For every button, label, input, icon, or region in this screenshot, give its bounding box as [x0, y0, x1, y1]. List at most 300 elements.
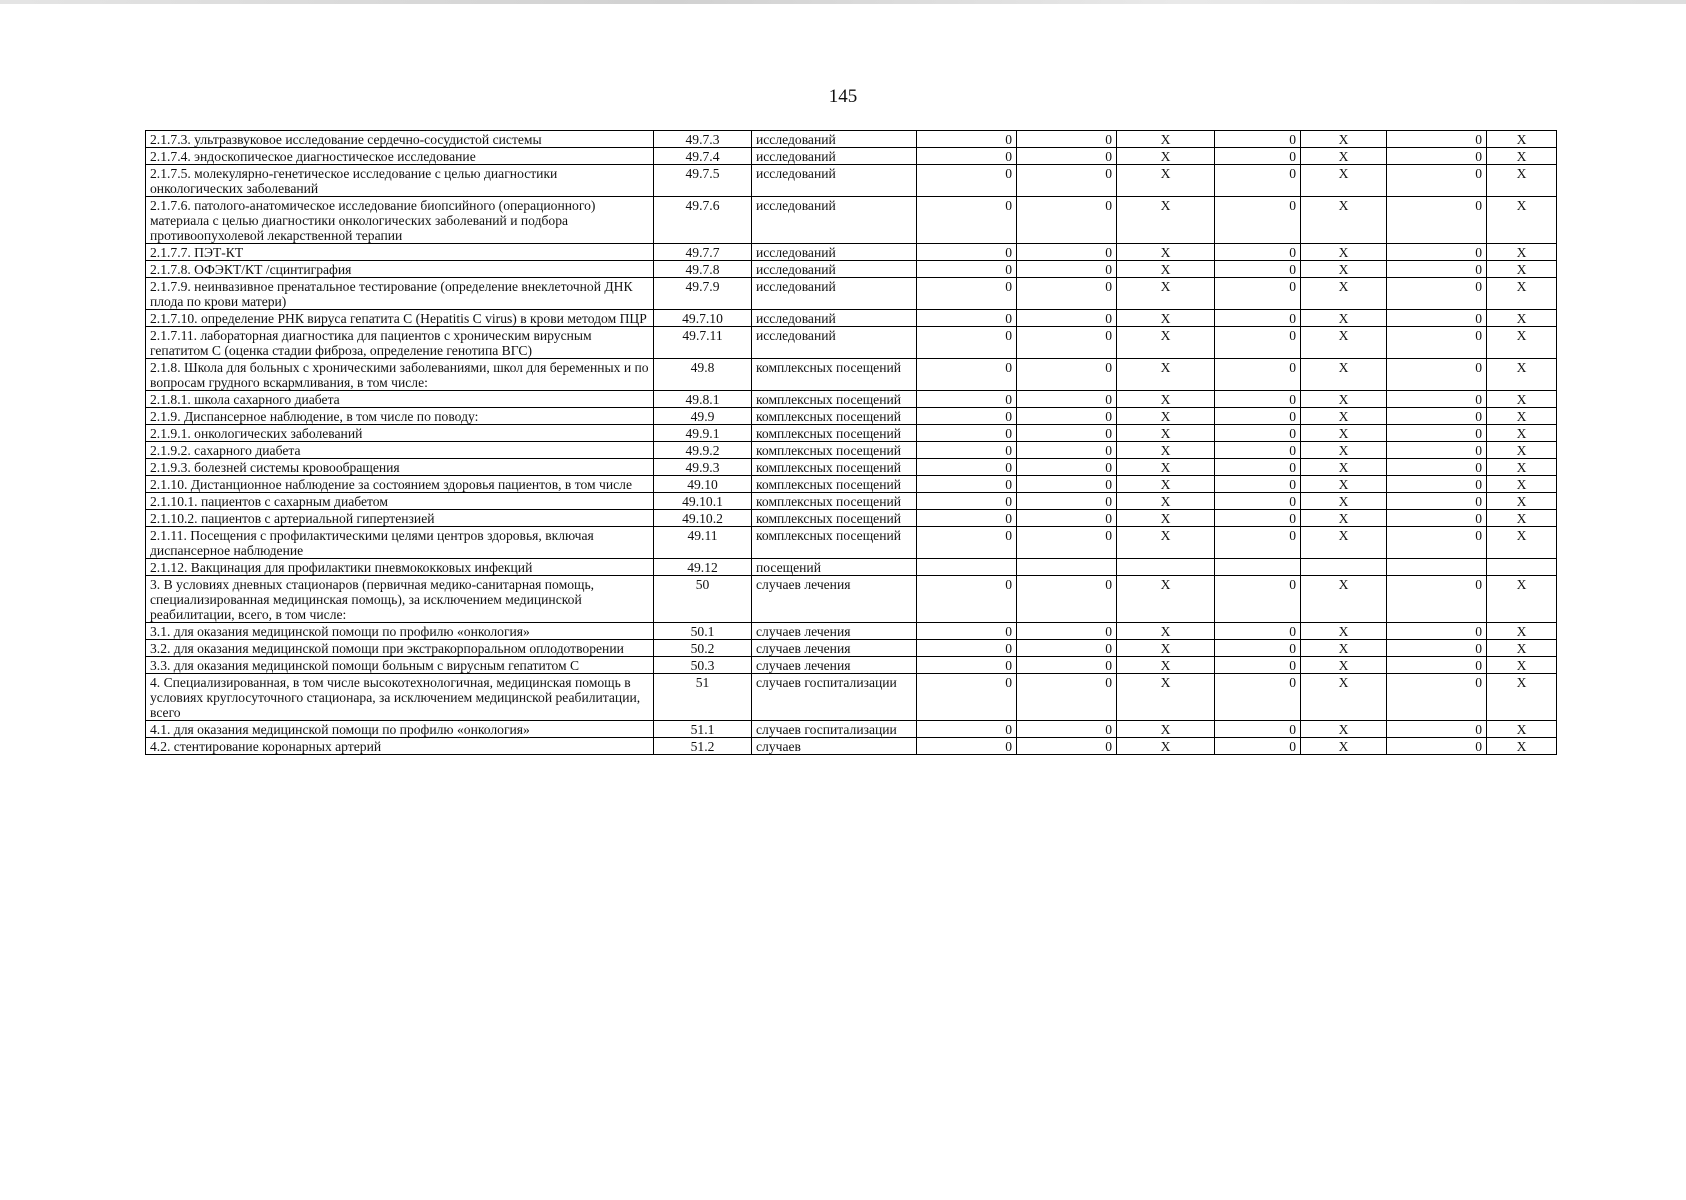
row-value-7-cell: X [1487, 640, 1557, 657]
row-value-3-cell: X [1117, 657, 1215, 674]
row-value-7-cell: X [1487, 510, 1557, 527]
row-value-5-cell: X [1301, 721, 1387, 738]
row-code-cell: 50.1 [654, 623, 752, 640]
row-value-5-cell: X [1301, 640, 1387, 657]
row-value-3-cell: X [1117, 425, 1215, 442]
row-value-6-cell: 0 [1387, 165, 1487, 197]
row-value-2-cell: 0 [1017, 197, 1117, 244]
row-value-1-cell: 0 [917, 738, 1017, 755]
row-value-6-cell: 0 [1387, 476, 1487, 493]
row-value-6-cell: 0 [1387, 408, 1487, 425]
row-unit-cell: случаев госпитализации [752, 721, 917, 738]
table-row [146, 244, 1557, 261]
row-value-4-cell: 0 [1215, 738, 1301, 755]
row-value-2-cell: 0 [1017, 261, 1117, 278]
row-name-cell: 2.1.11. Посещения с профилактическими целями центров здоровья, включая диспансерное наблюдение [146, 527, 654, 559]
row-value-3-cell: X [1117, 310, 1215, 327]
table-row [146, 425, 1557, 442]
row-value-1-cell: 0 [917, 391, 1017, 408]
row-value-5-cell: X [1301, 510, 1387, 527]
row-name-cell: 2.1.9. Диспансерное наблюдение, в том числе по поводу: [146, 408, 654, 425]
row-code-cell: 49.7.4 [654, 148, 752, 165]
row-value-7-cell: X [1487, 165, 1557, 197]
row-unit-cell: исследований [752, 244, 917, 261]
row-value-3-cell: X [1117, 576, 1215, 623]
row-value-2-cell: 0 [1017, 738, 1117, 755]
row-value-6-cell: 0 [1387, 425, 1487, 442]
row-value-6-cell: 0 [1387, 674, 1487, 721]
row-name-cell: 2.1.7.6. патолого-анатомическое исследование биопсийного (операционного) материала с целью диагностики онкологических заболеваний и подбора противоопухолевой лекарственной терапии [146, 197, 654, 244]
row-name-cell: 2.1.7.5. молекулярно-генетическое исследование с целью диагностики онкологических заболеваний [146, 165, 654, 197]
row-code-cell: 50.2 [654, 640, 752, 657]
row-value-7-cell: X [1487, 738, 1557, 755]
row-name-cell: 3.2. для оказания медицинской помощи при экстракорпоральном оплодотворении [146, 640, 654, 657]
row-name-cell: 2.1.10.2. пациентов с артериальной гипертензией [146, 510, 654, 527]
row-value-4-cell: 0 [1215, 493, 1301, 510]
row-unit-cell: случаев лечения [752, 623, 917, 640]
row-value-1-cell: 0 [917, 576, 1017, 623]
table-row [146, 327, 1557, 359]
row-value-2-cell: 0 [1017, 657, 1117, 674]
row-value-4-cell: 0 [1215, 576, 1301, 623]
row-value-1-cell: 0 [917, 442, 1017, 459]
row-value-6-cell: 0 [1387, 459, 1487, 476]
row-value-1-cell: 0 [917, 640, 1017, 657]
row-unit-cell: комплексных посещений [752, 391, 917, 408]
row-code-cell: 49.9.2 [654, 442, 752, 459]
row-value-6-cell: 0 [1387, 131, 1487, 148]
row-value-1-cell: 0 [917, 493, 1017, 510]
row-unit-cell: комплексных посещений [752, 359, 917, 391]
table-row [146, 559, 1557, 576]
row-value-1-cell: 0 [917, 623, 1017, 640]
row-value-5-cell: X [1301, 738, 1387, 755]
row-value-7-cell: X [1487, 244, 1557, 261]
row-unit-cell: комплексных посещений [752, 459, 917, 476]
row-value-7-cell: X [1487, 476, 1557, 493]
row-value-6-cell: 0 [1387, 738, 1487, 755]
row-value-5-cell [1301, 559, 1387, 576]
row-value-6-cell: 0 [1387, 493, 1487, 510]
row-value-1-cell: 0 [917, 148, 1017, 165]
row-code-cell: 49.7.9 [654, 278, 752, 310]
row-value-6-cell: 0 [1387, 391, 1487, 408]
row-value-4-cell: 0 [1215, 148, 1301, 165]
row-value-4-cell [1215, 559, 1301, 576]
row-value-4-cell: 0 [1215, 657, 1301, 674]
row-name-cell: 3. В условиях дневных стационаров (первичная медико-санитарная помощь, специализированная медицинская помощь), за исключением медицинской реабилитации, всего, в том числе: [146, 576, 654, 623]
row-name-cell: 2.1.7.7. ПЭТ-КТ [146, 244, 654, 261]
table-row [146, 657, 1557, 674]
row-value-2-cell: 0 [1017, 640, 1117, 657]
row-value-2-cell: 0 [1017, 442, 1117, 459]
table-row [146, 493, 1557, 510]
row-value-7-cell: X [1487, 442, 1557, 459]
row-unit-cell: случаев лечения [752, 576, 917, 623]
row-value-5-cell: X [1301, 327, 1387, 359]
scan-edge [0, 0, 1686, 4]
row-value-5-cell: X [1301, 493, 1387, 510]
row-value-1-cell [917, 559, 1017, 576]
row-value-5-cell: X [1301, 359, 1387, 391]
row-name-cell: 2.1.9.3. болезней системы кровообращения [146, 459, 654, 476]
row-value-7-cell: X [1487, 261, 1557, 278]
row-value-5-cell: X [1301, 244, 1387, 261]
row-code-cell: 49.7.7 [654, 244, 752, 261]
table-row [146, 738, 1557, 755]
row-unit-cell: посещений [752, 559, 917, 576]
row-value-4-cell: 0 [1215, 131, 1301, 148]
row-value-5-cell: X [1301, 442, 1387, 459]
row-unit-cell: комплексных посещений [752, 510, 917, 527]
row-value-4-cell: 0 [1215, 165, 1301, 197]
row-unit-cell: исследований [752, 148, 917, 165]
row-value-6-cell: 0 [1387, 721, 1487, 738]
table-row [146, 359, 1557, 391]
data-table [145, 130, 1557, 755]
row-value-6-cell: 0 [1387, 261, 1487, 278]
row-value-7-cell: X [1487, 576, 1557, 623]
table-row [146, 623, 1557, 640]
row-value-2-cell: 0 [1017, 278, 1117, 310]
row-code-cell: 50 [654, 576, 752, 623]
row-code-cell: 49.7.5 [654, 165, 752, 197]
row-value-3-cell: X [1117, 165, 1215, 197]
row-value-4-cell: 0 [1215, 623, 1301, 640]
row-value-1-cell: 0 [917, 459, 1017, 476]
row-value-5-cell: X [1301, 408, 1387, 425]
row-value-2-cell: 0 [1017, 576, 1117, 623]
row-value-5-cell: X [1301, 148, 1387, 165]
row-unit-cell: комплексных посещений [752, 493, 917, 510]
row-value-6-cell: 0 [1387, 623, 1487, 640]
row-name-cell: 2.1.7.9. неинвазивное пренатальное тестирование (определение внеклеточной ДНК плода по крови матери) [146, 278, 654, 310]
row-code-cell: 49.7.3 [654, 131, 752, 148]
row-name-cell: 2.1.12. Вакцинация для профилактики пневмококковых инфекций [146, 559, 654, 576]
row-code-cell: 49.10.1 [654, 493, 752, 510]
row-value-7-cell: X [1487, 310, 1557, 327]
row-code-cell: 49.9 [654, 408, 752, 425]
row-value-7-cell: X [1487, 391, 1557, 408]
row-value-2-cell: 0 [1017, 527, 1117, 559]
table-row [146, 721, 1557, 738]
row-code-cell: 49.12 [654, 559, 752, 576]
row-code-cell: 50.3 [654, 657, 752, 674]
row-name-cell: 2.1.7.10. определение РНК вируса гепатита С (Hepatitis C virus) в крови методом ПЦР [146, 310, 654, 327]
row-value-4-cell: 0 [1215, 278, 1301, 310]
table-row [146, 261, 1557, 278]
row-value-5-cell: X [1301, 391, 1387, 408]
row-value-2-cell: 0 [1017, 476, 1117, 493]
row-value-2-cell: 0 [1017, 425, 1117, 442]
row-unit-cell: случаев [752, 738, 917, 755]
row-value-5-cell: X [1301, 476, 1387, 493]
row-value-5-cell: X [1301, 623, 1387, 640]
row-value-7-cell: X [1487, 278, 1557, 310]
row-name-cell: 4. Специализированная, в том числе высокотехнологичная, медицинская помощь в условиях круглосуточного стационара, за исключением медицинской реабилитации, всего [146, 674, 654, 721]
row-value-4-cell: 0 [1215, 359, 1301, 391]
row-value-3-cell: X [1117, 510, 1215, 527]
row-name-cell: 2.1.9.1. онкологических заболеваний [146, 425, 654, 442]
row-code-cell: 49.11 [654, 527, 752, 559]
row-value-1-cell: 0 [917, 408, 1017, 425]
row-value-6-cell [1387, 559, 1487, 576]
row-value-1-cell: 0 [917, 131, 1017, 148]
row-value-5-cell: X [1301, 425, 1387, 442]
row-value-7-cell: X [1487, 359, 1557, 391]
row-name-cell: 2.1.7.11. лабораторная диагностика для пациентов с хроническим вирусным гепатитом С (оценка стадии фиброза, определение генотипа ВГС) [146, 327, 654, 359]
row-code-cell: 49.10 [654, 476, 752, 493]
row-value-4-cell: 0 [1215, 197, 1301, 244]
row-value-2-cell: 0 [1017, 493, 1117, 510]
row-value-2-cell: 0 [1017, 391, 1117, 408]
row-unit-cell: случаев лечения [752, 640, 917, 657]
row-value-6-cell: 0 [1387, 527, 1487, 559]
row-value-3-cell: X [1117, 244, 1215, 261]
table-row [146, 408, 1557, 425]
row-value-5-cell: X [1301, 674, 1387, 721]
table-row [146, 165, 1557, 197]
table-row [146, 278, 1557, 310]
row-unit-cell: случаев лечения [752, 657, 917, 674]
row-value-6-cell: 0 [1387, 148, 1487, 165]
row-value-5-cell: X [1301, 278, 1387, 310]
row-value-3-cell: X [1117, 327, 1215, 359]
row-code-cell: 51.2 [654, 738, 752, 755]
table-row [146, 576, 1557, 623]
row-value-4-cell: 0 [1215, 425, 1301, 442]
row-value-3-cell: X [1117, 131, 1215, 148]
row-value-4-cell: 0 [1215, 244, 1301, 261]
row-value-5-cell: X [1301, 131, 1387, 148]
row-value-2-cell [1017, 559, 1117, 576]
row-value-2-cell: 0 [1017, 165, 1117, 197]
row-unit-cell: комплексных посещений [752, 442, 917, 459]
row-code-cell: 49.7.10 [654, 310, 752, 327]
row-value-1-cell: 0 [917, 310, 1017, 327]
row-name-cell: 4.1. для оказания медицинской помощи по профилю «онкология» [146, 721, 654, 738]
row-unit-cell: исследований [752, 310, 917, 327]
table-row [146, 640, 1557, 657]
row-unit-cell: комплексных посещений [752, 476, 917, 493]
row-value-6-cell: 0 [1387, 442, 1487, 459]
row-code-cell: 49.8 [654, 359, 752, 391]
row-value-4-cell: 0 [1215, 674, 1301, 721]
row-unit-cell: исследований [752, 261, 917, 278]
row-value-1-cell: 0 [917, 657, 1017, 674]
row-value-2-cell: 0 [1017, 623, 1117, 640]
row-value-7-cell: X [1487, 459, 1557, 476]
row-value-1-cell: 0 [917, 261, 1017, 278]
row-unit-cell: комплексных посещений [752, 408, 917, 425]
row-value-3-cell: X [1117, 623, 1215, 640]
row-value-3-cell: X [1117, 359, 1215, 391]
row-value-2-cell: 0 [1017, 359, 1117, 391]
row-value-6-cell: 0 [1387, 327, 1487, 359]
row-value-3-cell: X [1117, 493, 1215, 510]
row-value-5-cell: X [1301, 527, 1387, 559]
row-value-3-cell: X [1117, 391, 1215, 408]
table-row [146, 310, 1557, 327]
row-name-cell: 3.1. для оказания медицинской помощи по профилю «онкология» [146, 623, 654, 640]
row-unit-cell: комплексных посещений [752, 425, 917, 442]
row-value-1-cell: 0 [917, 278, 1017, 310]
row-value-4-cell: 0 [1215, 391, 1301, 408]
row-name-cell: 2.1.8.1. школа сахарного диабета [146, 391, 654, 408]
row-value-3-cell: X [1117, 261, 1215, 278]
row-unit-cell: исследований [752, 165, 917, 197]
row-code-cell: 49.9.1 [654, 425, 752, 442]
row-name-cell: 2.1.10.1. пациентов с сахарным диабетом [146, 493, 654, 510]
row-value-5-cell: X [1301, 197, 1387, 244]
row-value-6-cell: 0 [1387, 359, 1487, 391]
row-code-cell: 51.1 [654, 721, 752, 738]
row-value-1-cell: 0 [917, 327, 1017, 359]
row-name-cell: 3.3. для оказания медицинской помощи больным с вирусным гепатитом С [146, 657, 654, 674]
row-value-2-cell: 0 [1017, 459, 1117, 476]
row-value-3-cell [1117, 559, 1215, 576]
row-value-2-cell: 0 [1017, 721, 1117, 738]
row-value-6-cell: 0 [1387, 197, 1487, 244]
row-value-5-cell: X [1301, 261, 1387, 278]
row-value-1-cell: 0 [917, 359, 1017, 391]
page-number: 145 [828, 86, 858, 107]
row-name-cell: 4.2. стентирование коронарных артерий [146, 738, 654, 755]
row-value-3-cell: X [1117, 278, 1215, 310]
row-unit-cell: случаев госпитализации [752, 674, 917, 721]
row-value-6-cell: 0 [1387, 657, 1487, 674]
row-value-1-cell: 0 [917, 165, 1017, 197]
row-value-7-cell: X [1487, 527, 1557, 559]
table-row [146, 442, 1557, 459]
row-value-4-cell: 0 [1215, 640, 1301, 657]
row-value-3-cell: X [1117, 738, 1215, 755]
row-value-1-cell: 0 [917, 476, 1017, 493]
row-value-5-cell: X [1301, 576, 1387, 623]
row-value-3-cell: X [1117, 640, 1215, 657]
table-row [146, 674, 1557, 721]
row-code-cell: 49.7.11 [654, 327, 752, 359]
row-value-7-cell: X [1487, 408, 1557, 425]
row-value-5-cell: X [1301, 459, 1387, 476]
row-value-4-cell: 0 [1215, 527, 1301, 559]
row-name-cell: 2.1.10. Дистанционное наблюдение за состоянием здоровья пациентов, в том числе [146, 476, 654, 493]
row-value-6-cell: 0 [1387, 310, 1487, 327]
table-row [146, 459, 1557, 476]
row-value-4-cell: 0 [1215, 442, 1301, 459]
row-value-4-cell: 0 [1215, 310, 1301, 327]
table-row [146, 476, 1557, 493]
row-value-7-cell: X [1487, 493, 1557, 510]
row-value-1-cell: 0 [917, 510, 1017, 527]
row-name-cell: 2.1.7.8. ОФЭКТ/КТ /сцинтиграфия [146, 261, 654, 278]
row-value-3-cell: X [1117, 459, 1215, 476]
row-name-cell: 2.1.8. Школа для больных с хроническими заболеваниями, школ для беременных и по вопросам грудного вскармливания, в том числе: [146, 359, 654, 391]
row-unit-cell: исследований [752, 278, 917, 310]
row-name-cell: 2.1.9.2. сахарного диабета [146, 442, 654, 459]
row-value-2-cell: 0 [1017, 148, 1117, 165]
row-value-1-cell: 0 [917, 674, 1017, 721]
row-value-1-cell: 0 [917, 721, 1017, 738]
row-value-2-cell: 0 [1017, 310, 1117, 327]
row-value-7-cell: X [1487, 148, 1557, 165]
row-unit-cell: комплексных посещений [752, 527, 917, 559]
row-value-7-cell [1487, 559, 1557, 576]
row-value-4-cell: 0 [1215, 721, 1301, 738]
row-code-cell: 49.7.8 [654, 261, 752, 278]
row-value-6-cell: 0 [1387, 278, 1487, 310]
row-value-1-cell: 0 [917, 425, 1017, 442]
row-value-3-cell: X [1117, 148, 1215, 165]
row-value-4-cell: 0 [1215, 408, 1301, 425]
row-value-3-cell: X [1117, 527, 1215, 559]
row-value-1-cell: 0 [917, 197, 1017, 244]
row-value-3-cell: X [1117, 674, 1215, 721]
row-value-5-cell: X [1301, 310, 1387, 327]
row-name-cell: 2.1.7.3. ультразвуковое исследование сердечно-сосудистой системы [146, 131, 654, 148]
row-value-4-cell: 0 [1215, 510, 1301, 527]
row-value-4-cell: 0 [1215, 261, 1301, 278]
row-value-2-cell: 0 [1017, 244, 1117, 261]
row-value-6-cell: 0 [1387, 576, 1487, 623]
row-code-cell: 51 [654, 674, 752, 721]
row-value-7-cell: X [1487, 197, 1557, 244]
table-row [146, 391, 1557, 408]
row-value-4-cell: 0 [1215, 459, 1301, 476]
row-value-6-cell: 0 [1387, 244, 1487, 261]
row-value-1-cell: 0 [917, 244, 1017, 261]
row-value-2-cell: 0 [1017, 327, 1117, 359]
row-code-cell: 49.9.3 [654, 459, 752, 476]
row-value-4-cell: 0 [1215, 327, 1301, 359]
row-unit-cell: исследований [752, 197, 917, 244]
row-value-7-cell: X [1487, 674, 1557, 721]
row-code-cell: 49.8.1 [654, 391, 752, 408]
row-value-5-cell: X [1301, 657, 1387, 674]
table-row [146, 510, 1557, 527]
table-row [146, 197, 1557, 244]
table-row [146, 131, 1557, 148]
row-value-7-cell: X [1487, 327, 1557, 359]
row-value-5-cell: X [1301, 165, 1387, 197]
row-value-6-cell: 0 [1387, 510, 1487, 527]
row-value-2-cell: 0 [1017, 131, 1117, 148]
row-name-cell: 2.1.7.4. эндоскопическое диагностическое исследование [146, 148, 654, 165]
row-code-cell: 49.7.6 [654, 197, 752, 244]
row-value-4-cell: 0 [1215, 476, 1301, 493]
row-value-6-cell: 0 [1387, 640, 1487, 657]
row-value-7-cell: X [1487, 657, 1557, 674]
row-value-7-cell: X [1487, 425, 1557, 442]
table-row [146, 148, 1557, 165]
row-code-cell: 49.10.2 [654, 510, 752, 527]
row-value-7-cell: X [1487, 623, 1557, 640]
table-row [146, 527, 1557, 559]
row-value-2-cell: 0 [1017, 408, 1117, 425]
row-unit-cell: исследований [752, 327, 917, 359]
row-value-3-cell: X [1117, 442, 1215, 459]
row-value-2-cell: 0 [1017, 674, 1117, 721]
row-value-3-cell: X [1117, 197, 1215, 244]
row-value-3-cell: X [1117, 476, 1215, 493]
row-value-7-cell: X [1487, 721, 1557, 738]
row-unit-cell: исследований [752, 131, 917, 148]
row-value-2-cell: 0 [1017, 510, 1117, 527]
row-value-3-cell: X [1117, 408, 1215, 425]
row-value-7-cell: X [1487, 131, 1557, 148]
row-value-3-cell: X [1117, 721, 1215, 738]
row-value-1-cell: 0 [917, 527, 1017, 559]
